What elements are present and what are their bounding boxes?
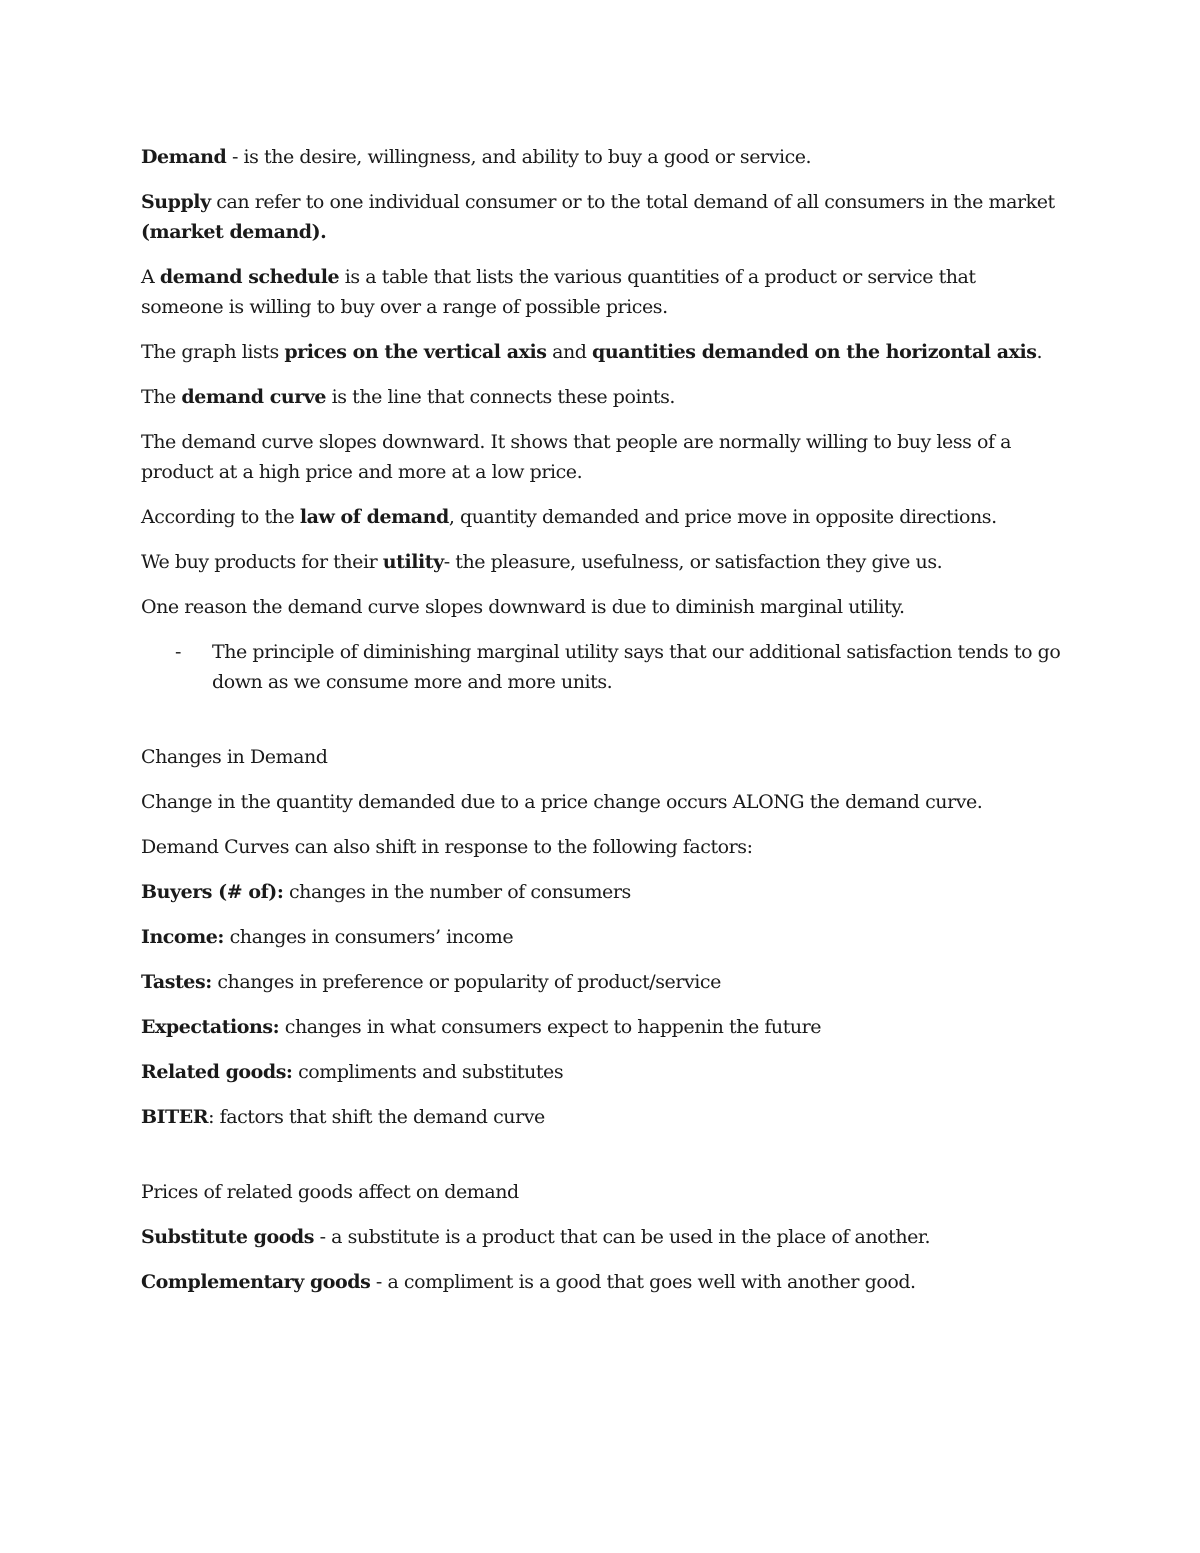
text: The [141,386,182,408]
factor-related-goods [141,1057,1061,1087]
term-substitute-goods: Substitute goods [141,1226,314,1248]
term-buyers: Buyers (# of): [141,881,284,903]
term-biter: BITER [141,1106,209,1128]
text: changes in consumers’ income [224,926,514,948]
term-income: Income: [141,926,224,948]
text: - is the desire, willingness, and ability to buy a good or service. [226,146,812,168]
factor-tastes [141,967,1061,997]
term-complementary-goods: Complementary goods [141,1271,371,1293]
text: A [141,266,160,288]
paragraph-graph-axes [141,337,1061,367]
text: The graph lists [141,341,285,363]
blank-line [141,1147,1061,1177]
text: We buy products for their [141,551,383,573]
paragraph-marginal-utility [141,592,1061,622]
term-supply: Supply [141,191,211,213]
text: : factors that shift the demand curve [208,1106,545,1128]
term-vertical-axis: prices on the vertical axis [284,341,547,363]
text: changes in the number of consumers [283,881,631,903]
text: compliments and substitutes [292,1061,564,1083]
text: One reason the demand curve slopes downward is due to diminish marginal utility. [141,596,905,618]
paragraph-utility [141,547,1061,577]
paragraph-slope [141,427,1061,487]
paragraph-complementary-goods [141,1267,1061,1297]
term-demand-curve: demand curve [181,386,327,408]
term-demand: Demand [141,146,227,168]
term-demand-schedule: demand schedule [159,266,340,288]
heading-changes-in-demand: Changes in Demand [141,746,328,768]
text: Change in the quantity demanded due to a price change occurs ALONG the demand curve. [141,791,983,813]
text: - a compliment is a good that goes well with another good. [370,1271,916,1293]
text: and [546,341,593,363]
blank-line [141,712,1061,742]
paragraph-substitute-goods [141,1222,1061,1252]
text: - a substitute is a product that can be used in the place of another. [314,1226,931,1248]
text: . [1036,341,1043,363]
factor-buyers [141,877,1061,907]
text: The principle of diminishing marginal utility says that our additional satisfaction tends to go down as we consume more and more units. [212,641,1061,693]
text: - the pleasure, usefulness, or satisfaction they give us. [443,551,943,573]
text: is the line that connects these points. [326,386,675,408]
term-market-demand: (market demand). [141,221,327,243]
text: Demand Curves can also shift in response to the following factors: [141,836,753,858]
term-utility: utility [382,551,444,573]
term-expectations: Expectations: [141,1016,280,1038]
heading-related-goods-prices: Prices of related goods affect on demand [141,1181,519,1203]
text: changes in preference or popularity of product/service [211,971,721,993]
paragraph-demand-curve [141,382,1061,412]
term-related-goods: Related goods: [141,1061,293,1083]
bullet-dash: - [175,641,181,663]
text: can refer to one individual consumer or to the total demand of all consumers in the market [210,191,1055,213]
text: changes in what consumers expect to happenin the future [279,1016,822,1038]
text: , quantity demanded and price move in opposite directions. [448,506,997,528]
paragraph-demand-definition [141,142,1061,172]
term-law-of-demand: law of demand [299,506,449,528]
text: The demand curve slopes downward. It shows that people are normally willing to buy less of a product at a high price and more at a low price. [141,431,1012,483]
document-page [141,142,1061,1312]
paragraph-shift-factors [141,832,1061,862]
text: is a table that lists the various quantities of a product or service that someone is willing to buy over a range of possible prices. [141,266,976,318]
paragraph-biter [141,1102,1061,1132]
term-tastes: Tastes: [141,971,212,993]
paragraph-demand-schedule [141,262,1061,322]
paragraph-law-of-demand [141,502,1061,532]
text: According to the [141,506,300,528]
factor-expectations [141,1012,1061,1042]
list-item [141,637,1061,697]
term-horizontal-axis: quantities demanded on the horizontal axis [592,341,1037,363]
paragraph-quantity-change [141,787,1061,817]
factor-income [141,922,1061,952]
paragraph-supply [141,187,1061,247]
